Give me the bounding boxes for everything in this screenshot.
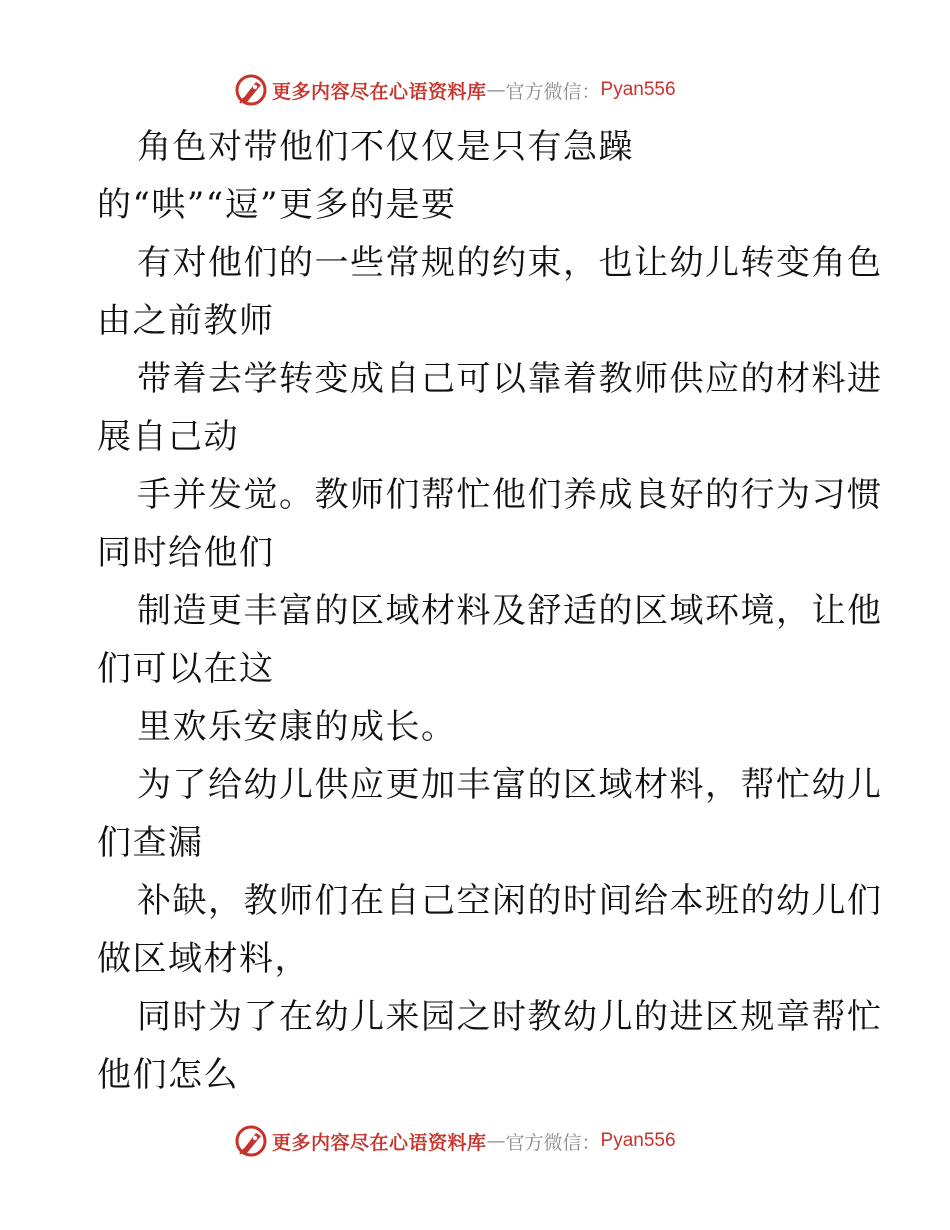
footer-banner xyxy=(234,1121,676,1161)
header-banner xyxy=(234,70,676,110)
footer-banner-label: 官方微信： xyxy=(505,1131,601,1154)
body-line: 们查漏 xyxy=(97,823,204,863)
body-line: 为了给幼儿供应更加丰富的区域材料，帮忙幼儿 xyxy=(137,765,883,805)
body-line: 有对他们的一些常规的约束，也让幼儿转变角色 xyxy=(137,243,883,283)
pen-nib-logo-icon xyxy=(234,1124,268,1158)
body-line: 制造更丰富的区域材料及舒适的区域环境，让他 xyxy=(137,591,883,631)
body-line: 们可以在这 xyxy=(97,649,275,689)
footer-banner-title: 更多内容尽在心语资料库 xyxy=(272,1131,487,1154)
header-banner-label: 官方微信： xyxy=(505,80,601,103)
header-banner-separator: — xyxy=(486,79,506,101)
body-line: 由之前教师 xyxy=(97,301,275,341)
footer-banner-separator: — xyxy=(486,1130,506,1152)
body-line: 他们怎么 xyxy=(97,1055,239,1095)
body-line: 角色对带他们不仅仅是只有急躁 xyxy=(137,127,634,167)
body-line: 补缺，教师们在自己空闲的时间给本班的幼儿们 xyxy=(137,881,883,921)
header-banner-wechat-id: Pyan556 xyxy=(600,79,676,100)
body-line: 展自己动 xyxy=(97,417,239,457)
body-line: 里欢乐安康的成长。 xyxy=(137,707,457,747)
body-line: 的“哄”“逗”更多的是要 xyxy=(97,185,457,225)
footer-banner-wechat-id: Pyan556 xyxy=(600,1130,676,1151)
body-line: 做区域材料， xyxy=(97,939,310,979)
pen-nib-logo-icon xyxy=(234,73,268,107)
body-line: 同时为了在幼儿来园之时教幼儿的进区规章帮忙 xyxy=(137,997,883,1037)
header-banner-title: 更多内容尽在心语资料库 xyxy=(272,80,487,103)
body-line: 手并发觉。教师们帮忙他们养成良好的行为习惯 xyxy=(137,475,883,515)
body-line: 同时给他们 xyxy=(97,533,275,573)
body-line: 带着去学转变成自己可以靠着教师供应的材料进 xyxy=(137,359,883,399)
